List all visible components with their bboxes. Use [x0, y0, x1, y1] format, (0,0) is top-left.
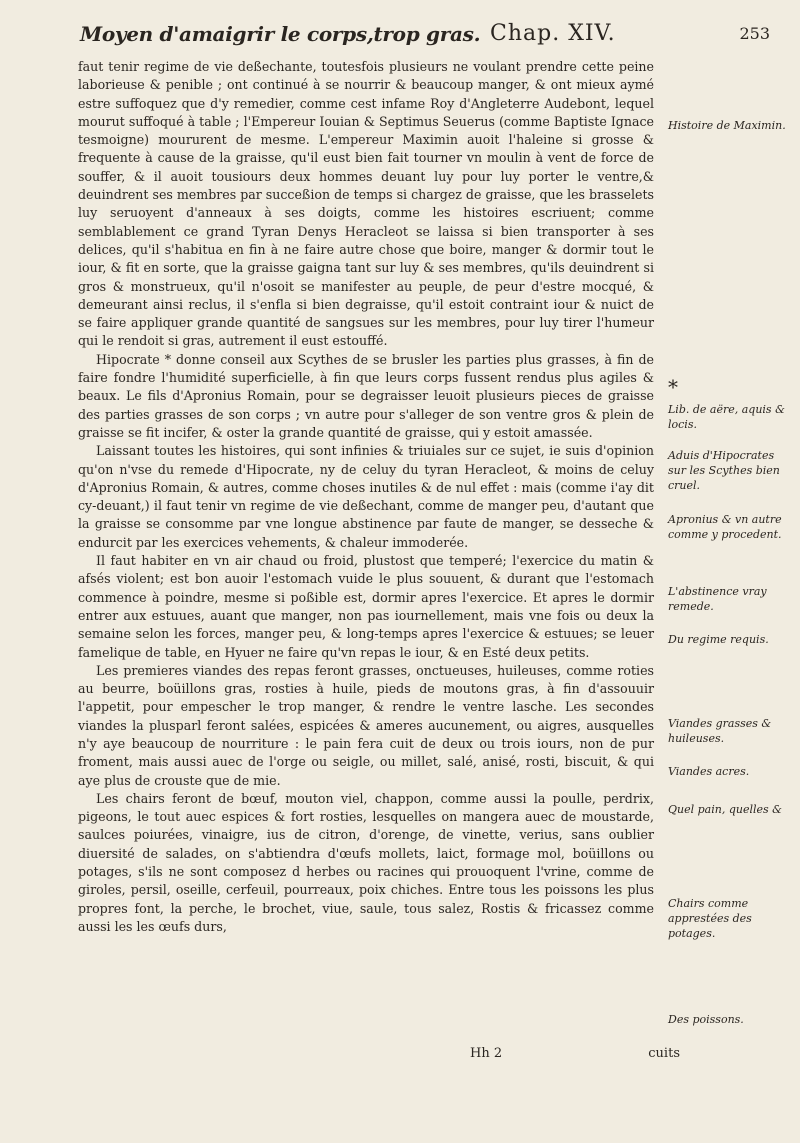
running-title: Moyen d'amaigrir le corps,trop gras.: [80, 22, 481, 46]
margin-note: Viandes grasses & huileuses.: [668, 717, 772, 745]
margin-note: Des poissons.: [668, 1013, 744, 1026]
margin-note: Chairs comme apprestées des potages.: [668, 897, 752, 940]
signature-mark: Hh 2: [470, 1046, 503, 1061]
margin-note: Apronius & vn autre comme y procedent.: [668, 513, 782, 541]
running-head: [80, 16, 770, 52]
margin-note: Du regime requis.: [668, 633, 769, 646]
margin-note: Viandes acres.: [668, 765, 750, 778]
margin-note: Quel pain, quelles &: [668, 803, 782, 816]
chapter-label: Chap. XIV.: [490, 21, 616, 46]
paragraph: Laissant toutes les histoires, qui sont infinies & triuiales sur ce sujet, ie suis d'opinion qu'on n'vse du remede d'Hipocrate, ny de celuy du tyran Heracleot, & moins de celuy d'Apronius Romain, & autres, comme choses inutiles & de nul effet : mais (comme i'ay dit cy-deuant,) il faut tenir vn regime de vie deßechant, comme de manger peu, d'autant que la graisse se consomme par vne longue abstinence par faute de manger, se desseche & endurcit par les exercices vehements, & chaleur immoderée.: [78, 443, 654, 550]
margin-note: Histoire de Maximin.: [668, 119, 786, 132]
signature-line: [470, 1046, 680, 1061]
margin-asterisk: *: [668, 375, 678, 399]
paragraph: Hipocrate * donne conseil aux Scythes de se brusler les parties plus grasses, à fin de faire fondre l'humidité superficielle, à fin que leurs corps fussent rendus plus agiles & beaux. Le fils d'Apronius Romain, pour se degraisser leuoit plusieurs pieces de graisse des parties grasses de son corps ; vn autre pour s'alleger de son ventre gros & plein de graisse se fit incifer, & oster la grande quantité de graisse, qui y estoit amassée.: [78, 351, 654, 440]
margin-note: L'abstinence vray remede.: [668, 585, 767, 613]
paragraph: Il faut habiter en vn air chaud ou froid, plustost que temperé; l'exercice du matin & afsés violent; est bon auoir l'estomach vuide le plus souuent, & durant que l'estomach commence à poindre, mesme si poßible est, dormir apres l'exercice. Et apres le dormir entrer aux estuues, auant que manger, non pas iournellement, mais vne fois ou deux la semaine selon les forces, manger peu, & long-temps apres l'exercice & estuues; se leuer famelique de table, en Hyuer ne faire qu'vn repas le iour, & en Esté deux petits.: [78, 553, 654, 660]
paragraph: Les chairs feront de bœuf, mouton viel, chappon, comme aussi la poulle, perdrix, pigeons, le tout auec espices & fort rosties, lesquelles on mangera auec de moustarde, saulces poiurées, vinaigre, ius de citron, d'orenge, de vinette, verius, sans oublier diuersité de salades, on s'abtiendra d'œufs mollets, laict, formage mol, boüillons ou potages, s'ils ne sont composez d herbes ou racines qui prouoquent l'vrine, comme de giroles, persil, oseille, cerfeuil, pourreaux, poix chiches. Entre tous les poissons les plus propres font, la perche, le brochet, viue, saule, tous salez, Rostis & fricassez comme aussi les les œufs durs,: [78, 790, 654, 934]
margin-note: Aduis d'Hipocrates sur les Scythes bien cruel.: [668, 449, 780, 492]
body-text: [78, 58, 654, 936]
paragraph: Les premieres viandes des repas feront grasses, onctueuses, huileuses, comme roties au beurre, boüillons gras, rosties à huile, pieds de moutons gras, à fin d'assouuir l'appetit, pour empescher le trop manger, & rendre le ventre lasche. Les secondes viandes la plusparl feront salées, espicées & ameres aucunement, ou aigres, ausquelles n'y aye beaucoup de nourriture : le pain fera cuit de deux ou trois iours, non de pur froment, mais aussi auec de l'orge ou seigle, ou millet, salé, anisé, rosti, biscuit, & qui aye plus de crouste que de mie.: [78, 662, 654, 788]
margin-note: Lib. de aëre, aquis & locis.: [668, 403, 785, 431]
page-number: 253: [739, 24, 770, 43]
catchword: cuits: [648, 1046, 680, 1061]
paragraph: faut tenir regime de vie deßechante, toutesfois plusieurs ne voulant prendre cette peine laborieuse & penible ; ont continué à se nourrir & beaucoup manger, & ont mieux aymé estre suffoquez que d'y remedier, comme cest infame Roy d'Angleterre Audebont, lequel mourut suffoqué à table ; l'Empereur Iouian & Septimus Seuerus (comme Baptiste Ignace tesmoigne) moururent de mesme. L'empereur Maximin auoit l'haleine si grosse & frequente à cause de la graisse, qu'il eust bien fait tourner vn moulin à vent de force de souffer, & il auoit tousiours deux hommes deuant luy pour luy porter le ventre,& deuindrent ses membres par succeßion de temps si chargez de graisse, que les brasselets luy seruoyent d'anneaux à ses doigts, comme les histoires escriuent; comme semblablement ce grand Tyran Denys Heracleot se laissa si bien transporter à ses delices, qu'il s'habitua en fin à ne faire autre chose que boire, manger & dormir tout le iour, & fit en sorte, que la graisse gaigna tant sur luy & ses membres, qu'ils deuindrent si gros & monstrueux, qu'il n'osoit se manifester au peuple, de peur d'estre mocqué, & demeurant ainsi reclus, il s'enfla si bien degraisse, qu'il estoit contraint iour & nuict de se faire appliquer grande quantité de sangsues sur les membres, pour luy tirer l'humeur qui le rendoit si gras, autrement il eust estouffé.: [78, 59, 654, 349]
